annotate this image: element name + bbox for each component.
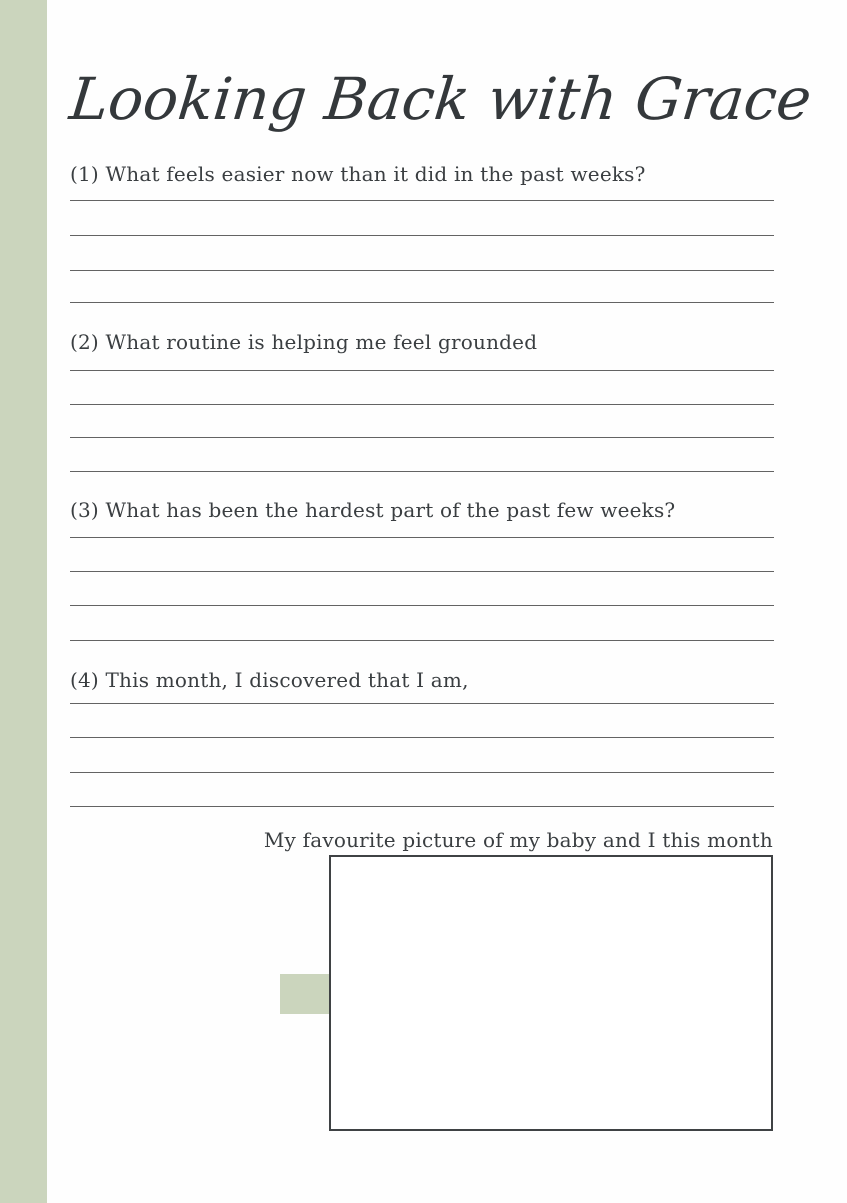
question-2-label: (2) What routine is helping me feel grounded [70,330,538,354]
question-1-answer-line-2[interactable] [70,227,774,236]
page-title: Looking Back with Grace [66,65,815,133]
question-2-answer-line-4[interactable] [70,463,774,472]
question-3-answer-line-3[interactable] [70,597,774,606]
question-2-answer-line-2[interactable] [70,396,774,405]
question-2-answer-line-3[interactable] [70,429,774,438]
question-4-answer-line-3[interactable] [70,764,774,773]
question-1-answer-line-1[interactable] [70,192,774,201]
question-1-answer-line-4[interactable] [70,294,774,303]
photo-corner-tab [280,974,330,1014]
question-3-answer-line-4[interactable] [70,632,774,641]
question-4-answer-line-1[interactable] [70,695,774,704]
question-4-answer-line-4[interactable] [70,798,774,807]
question-4-answer-line-2[interactable] [70,729,774,738]
question-1-label: (1) What feels easier now than it did in the past weeks? [70,162,646,186]
question-4-label: (4) This month, I discovered that I am, [70,668,469,692]
question-1-answer-line-3[interactable] [70,262,774,271]
question-2-answer-line-1[interactable] [70,362,774,371]
left-accent-bar [0,0,47,1203]
photo-placeholder-box[interactable] [329,855,773,1131]
question-3-answer-line-1[interactable] [70,529,774,538]
question-3-label: (3) What has been the hardest part of the past few weeks? [70,498,676,522]
question-3-answer-line-2[interactable] [70,563,774,572]
photo-caption: My favourite picture of my baby and I this month [263,828,773,852]
